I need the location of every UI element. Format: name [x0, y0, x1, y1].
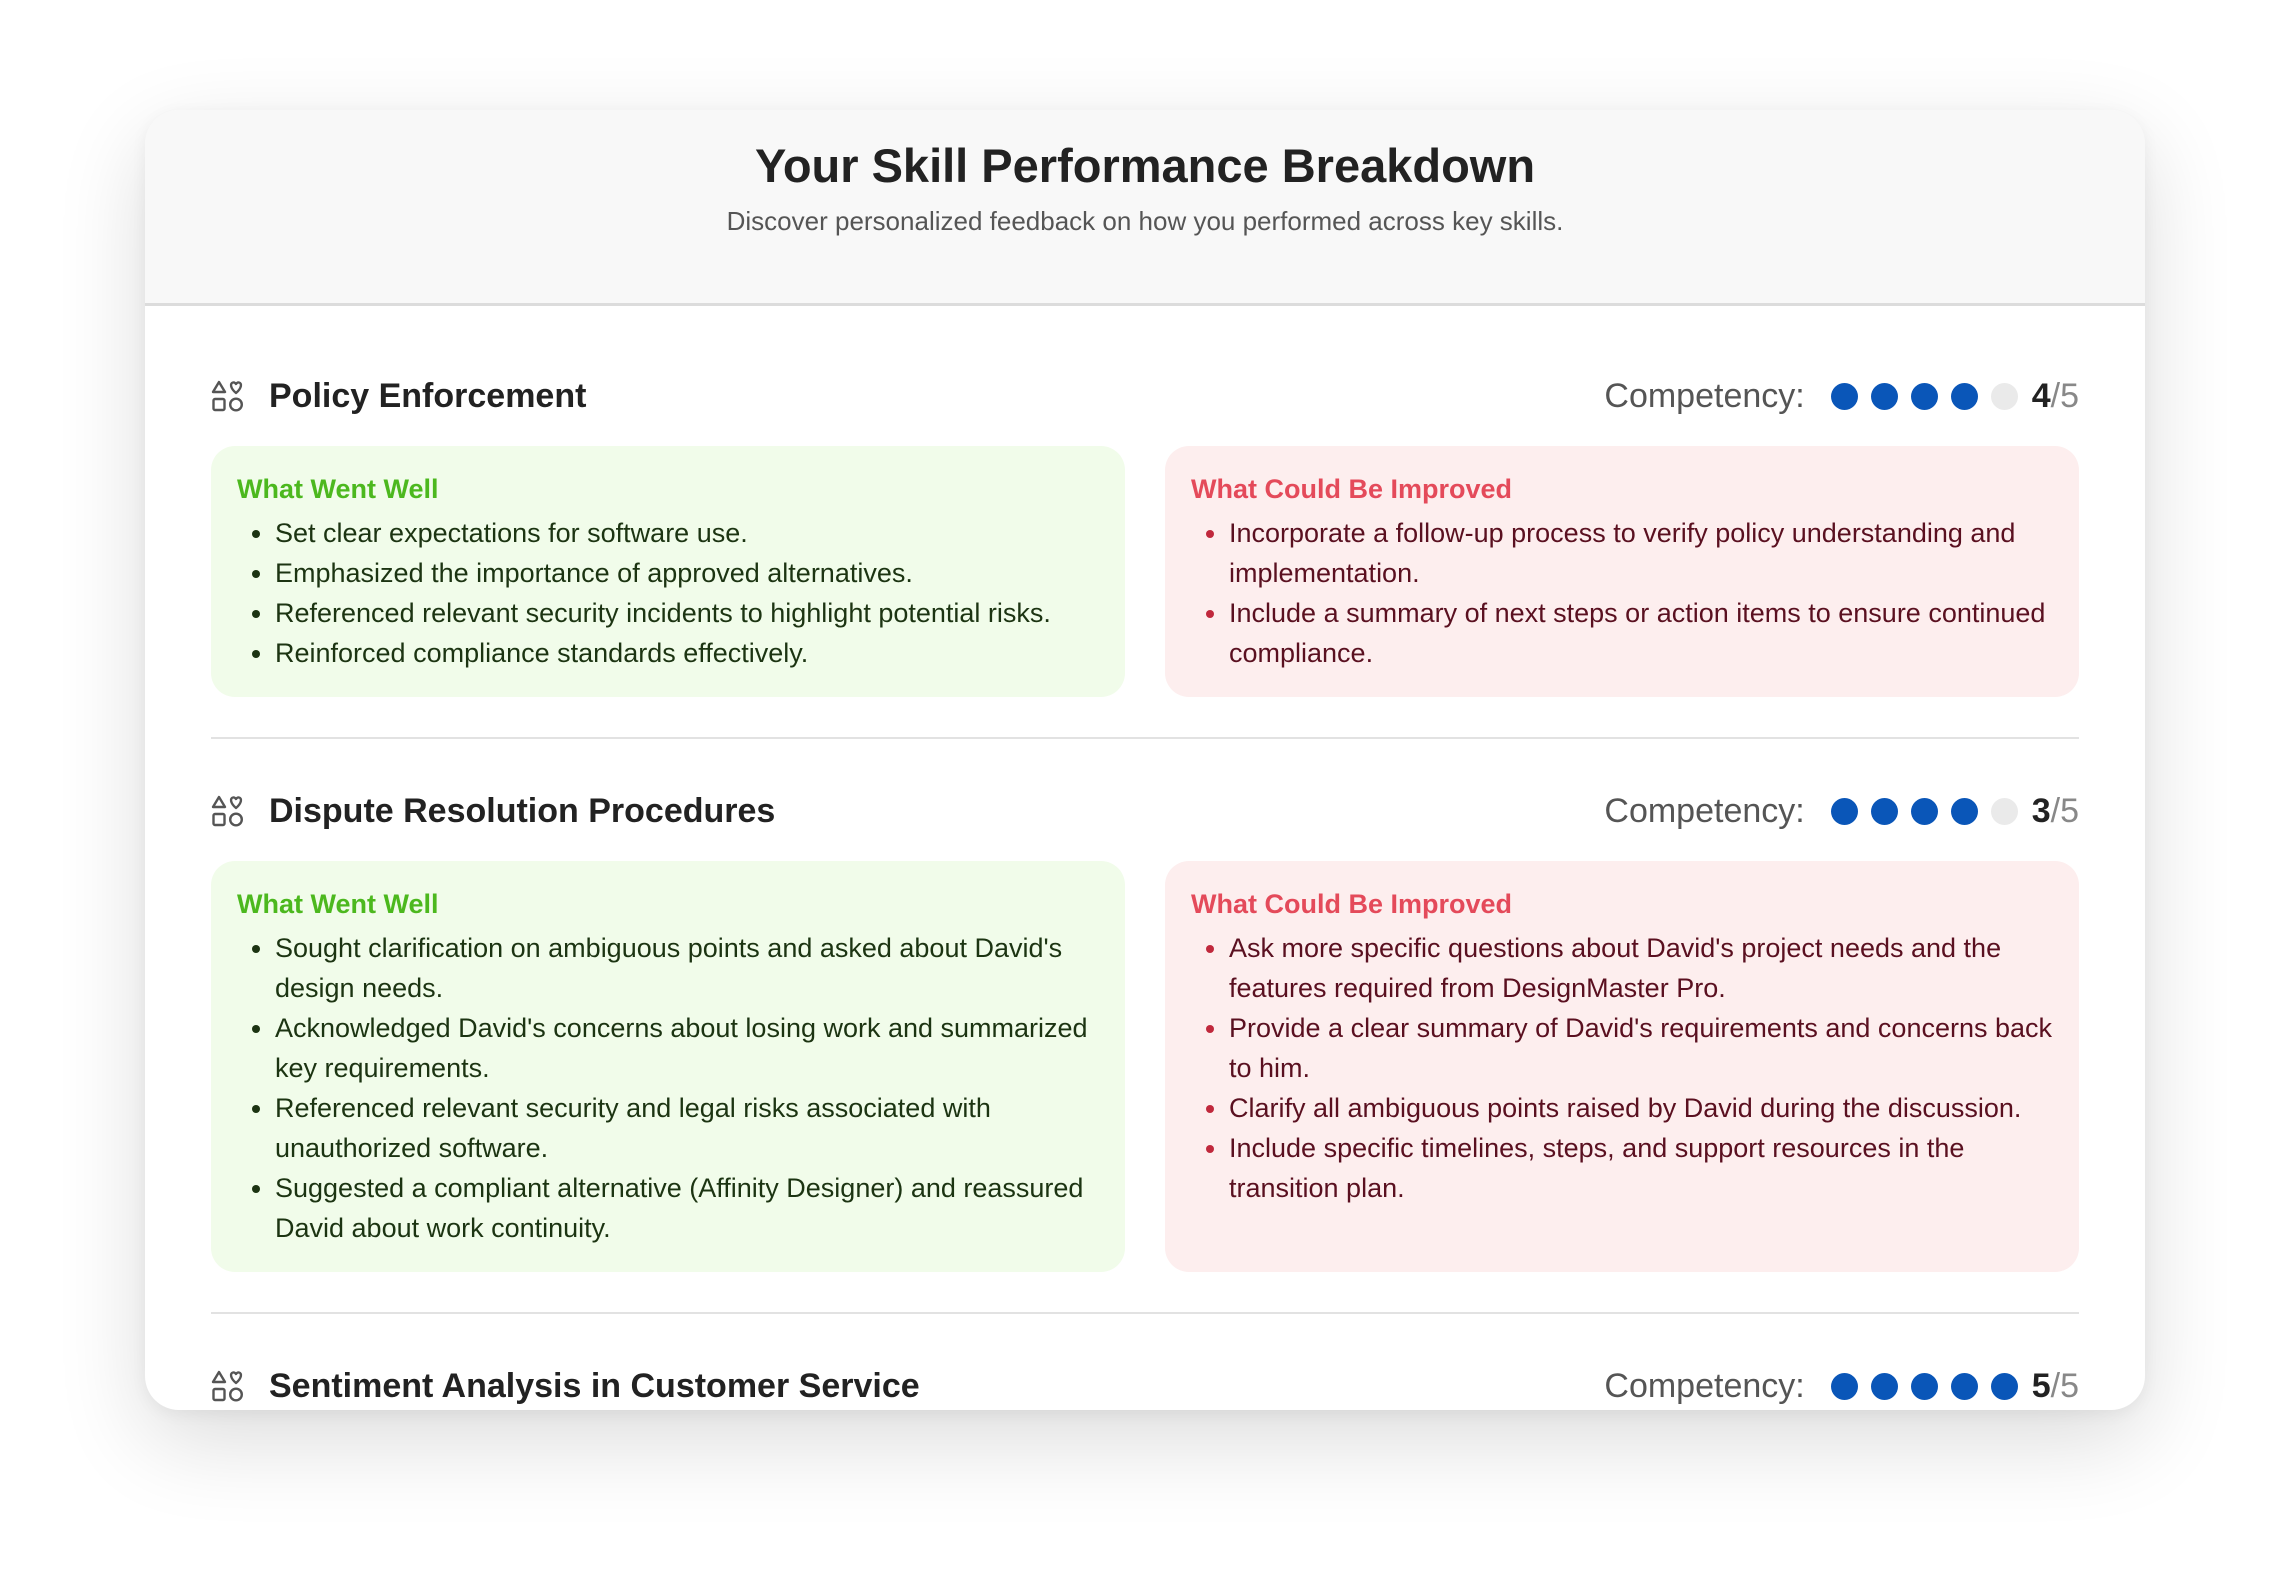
list-item: • Provide a clear summary of David's requirements and concerns back to him.: [1229, 1008, 2053, 1088]
competency-label: Competency:: [1604, 791, 1805, 830]
competency-label: Competency:: [1604, 1366, 1805, 1405]
list-item: • Reinforced compliance standards effectively.: [275, 633, 1099, 673]
went-well-list: [237, 928, 1099, 1248]
competency-score: 5: [2031, 1366, 2051, 1405]
competency-rating: [1604, 1367, 2079, 1406]
list-item: • Include specific timelines, steps, and support resources in the transition plan.: [1229, 1128, 2053, 1208]
competency-dots: [1831, 383, 2018, 410]
skill-name: Dispute Resolution Procedures: [269, 791, 776, 830]
competency-rating: [1604, 792, 2079, 831]
list-item: • Referenced relevant security incidents to highlight potential risks.: [275, 593, 1099, 633]
skills-list: [145, 306, 2145, 1410]
competency-score-max: /5: [2050, 791, 2079, 830]
card-header: [145, 110, 2145, 306]
rating-dot-filled: [1831, 798, 1858, 825]
rating-dot-filled: [1951, 1373, 1978, 1400]
competency-score-max: /5: [2050, 376, 2079, 415]
went-well-panel: [211, 446, 1125, 697]
skill-section: [211, 737, 2079, 1272]
rating-dot-filled: [1951, 798, 1978, 825]
skill-header: [211, 1362, 2079, 1410]
shapes-icon: [211, 379, 245, 413]
rating-dot-filled: [1871, 798, 1898, 825]
improve-panel: [1165, 861, 2079, 1272]
rating-dot-filled: [1831, 1373, 1858, 1400]
skill-section: [211, 1312, 2079, 1410]
list-item: • Acknowledged David's concerns about losing work and summarized key requirements.: [275, 1008, 1099, 1088]
rating-dot-filled: [1911, 383, 1938, 410]
went-well-panel: [211, 861, 1125, 1272]
competency-score: 4: [2031, 376, 2051, 415]
list-item: • Referenced relevant security and legal risks associated with unauthorized software.: [275, 1088, 1099, 1168]
list-item: • Emphasized the importance of approved alternatives.: [275, 553, 1099, 593]
list-item: • Clarify all ambiguous points raised by David during the discussion.: [1229, 1088, 2053, 1128]
page-title: Your Skill Performance Breakdown: [754, 139, 1536, 192]
rating-dot-filled: [1951, 383, 1978, 410]
improve-list: [1191, 513, 2053, 673]
list-item: • Suggested a compliant alternative (Affinity Designer) and reassured David about work continuity.: [275, 1168, 1099, 1248]
list-item: • Ask more specific questions about David's project needs and the features required from DesignMaster Pro.: [1229, 928, 2053, 1008]
shapes-icon: [211, 1369, 245, 1403]
list-item: • Include a summary of next steps or action items to ensure continued compliance.: [1229, 593, 2053, 673]
list-item: • Sought clarification on ambiguous points and asked about David's design needs.: [275, 928, 1099, 1008]
rating-dot-filled: [1871, 1373, 1898, 1400]
page-subtitle: Discover personalized feedback on how you performed across key skills.: [726, 206, 1564, 237]
rating-dot-filled: [1991, 1373, 2018, 1400]
competency-score-max: /5: [2050, 1366, 2079, 1405]
rating-dot-empty: [1991, 383, 2018, 410]
improve-list: [1191, 928, 2053, 1208]
rating-dot-filled: [1911, 798, 1938, 825]
went-well-title: What Went Well: [237, 474, 439, 504]
rating-dot-filled: [1911, 1373, 1938, 1400]
skill-header: [211, 372, 2079, 420]
shapes-icon: [211, 794, 245, 828]
rating-dot-empty: [1991, 798, 2018, 825]
improve-title: What Could Be Improved: [1191, 889, 1513, 919]
competency-dots: [1831, 1373, 2018, 1400]
improve-panel: [1165, 446, 2079, 697]
competency-rating: [1604, 377, 2079, 416]
skill-section: [211, 306, 2079, 697]
competency-label: Competency:: [1604, 376, 1805, 415]
skill-name: Policy Enforcement: [269, 376, 587, 415]
list-item: • Set clear expectations for software use.: [275, 513, 1099, 553]
improve-title: What Could Be Improved: [1191, 474, 1513, 504]
competency-score: 3: [2031, 791, 2051, 830]
skill-name: Sentiment Analysis in Customer Service: [269, 1366, 920, 1405]
list-item: • Incorporate a follow-up process to verify policy understanding and implementation.: [1229, 513, 2053, 593]
skill-breakdown-card: [145, 110, 2145, 1410]
went-well-title: What Went Well: [237, 889, 439, 919]
skill-header: [211, 787, 2079, 835]
rating-dot-filled: [1831, 383, 1858, 410]
went-well-list: [237, 513, 1099, 673]
rating-dot-filled: [1871, 383, 1898, 410]
competency-dots: [1831, 798, 2018, 825]
